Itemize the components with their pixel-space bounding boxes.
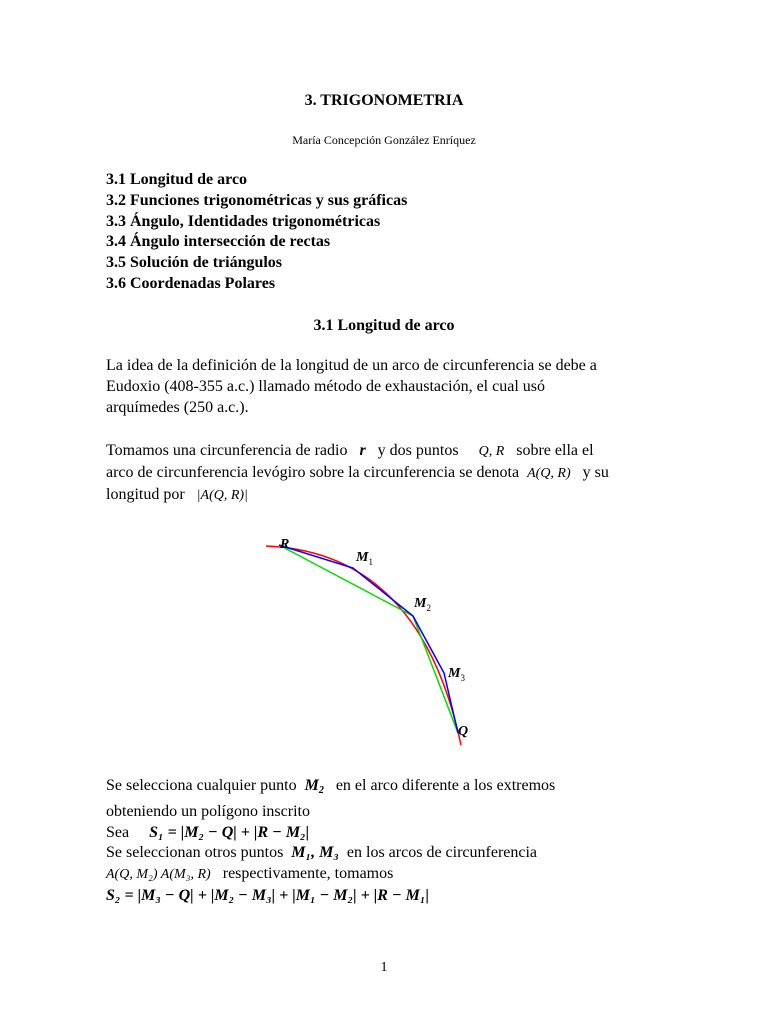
label-m2: $M_2$ [414, 596, 431, 613]
label-r: R [280, 537, 290, 552]
page-number: 1 [380, 960, 388, 975]
formula-s1: S₁ = |M₂ − Q| + |R − M₂| [149, 823, 310, 841]
paragraph-line [106, 864, 555, 886]
text-run: longitud por [106, 485, 185, 503]
text-run: Se selecciona cualquier punto [106, 777, 297, 794]
paragraph-line: arquímedes (250 a.c.). [106, 398, 249, 416]
text-run: arco de circunferencia levógiro sobre la circunferencia se denota [106, 463, 520, 481]
paragraph-line [106, 823, 555, 844]
label-m1: $M_1$ [356, 550, 373, 567]
formula-s2: S₂ = |M₃ − Q| + |M₂ − M₃| + |M₁ − M₂| + |R − M₁| [106, 886, 429, 904]
text-run: Tomamos una circunferencia de radio [106, 442, 348, 459]
label-m3: $M_3$ [448, 666, 465, 683]
paragraph-line [106, 843, 555, 864]
toc-item: 3.4 Ángulo intersección de rectas [106, 233, 331, 251]
label-q: Q [458, 724, 469, 739]
paragraph-line [106, 776, 555, 802]
paragraph-line: La idea de la definición de la longitud de un arco de circunferencia se debe a [106, 357, 597, 374]
inscribed-polygon [279, 545, 458, 733]
paragraph-line: Eudoxio (408-355 a.c.) llamado método de exhaustación, el cual usó [106, 377, 545, 395]
text-run: en el arco diferente a los extremos [335, 777, 556, 794]
section-heading: 3.1 Longitud de arco [313, 317, 455, 334]
paragraph-line [106, 886, 555, 907]
document-title: 3. TRIGONOMETRIA [304, 92, 464, 109]
text-run: Se seleccionan otros puntos [106, 844, 284, 862]
author-name: María Concepción González Enríquez [292, 133, 476, 147]
text-run: y dos puntos [377, 442, 459, 459]
math-m1-m3: M₁, M₃ [291, 844, 339, 862]
toc-item: 3.3 Ángulo, Identidades trigonométricas [106, 212, 381, 230]
paragraph-line: obteniendo un polígono inscrito [106, 802, 310, 820]
text-run: sobre ella el [516, 442, 594, 459]
toc-item: 3.2 Funciones trigonométricas y sus gráficas [106, 191, 408, 209]
text-run: respectivamente, tomamos [222, 865, 394, 883]
math-m2: $M_2$ [304, 777, 324, 796]
text-run: en los arcos de circunferencia [346, 844, 538, 862]
math-radius: r [359, 442, 366, 459]
toc-item: 3.5 Solución de triángulos [106, 254, 283, 272]
math-arc-length: |A(Q, R)| [196, 487, 248, 503]
text-run: Sea [106, 823, 130, 841]
toc-item: 3.6 Coordenadas Polares [106, 274, 276, 292]
text-run: y su [582, 463, 609, 481]
math-points: Q, R [478, 444, 505, 459]
math-arc: A(Q, R) [527, 465, 571, 481]
chord-r-m2 [279, 545, 413, 616]
formula-arcs: A(Q, M₂) A(M₃, R) [106, 867, 211, 883]
toc-item: 3.1 Longitud de arco [106, 171, 248, 188]
paragraph-polygon [106, 776, 555, 907]
